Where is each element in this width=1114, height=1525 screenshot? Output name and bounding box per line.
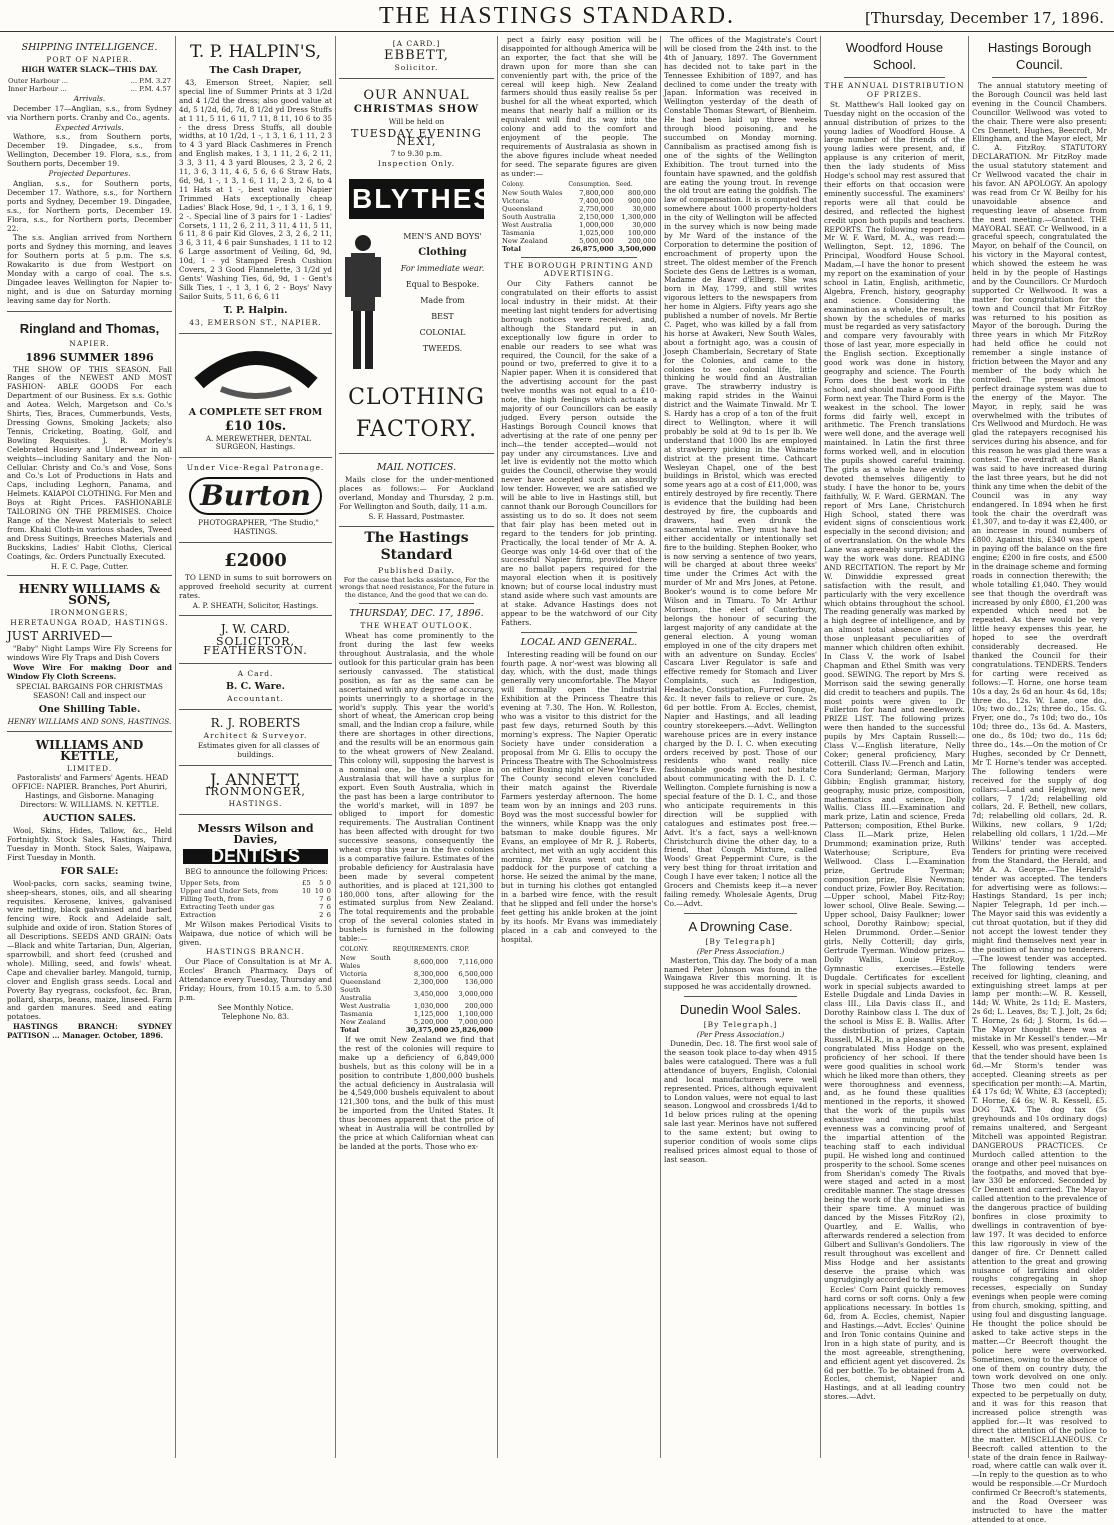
table-row	[501, 197, 657, 205]
immediate-wear: For immediate wear.	[400, 264, 485, 274]
dentist-name: A. MEREWETHER, DENTAL SURGEON, Hastings.	[205, 433, 312, 452]
table-cell: 136,000	[464, 978, 493, 986]
table-row	[339, 986, 494, 1002]
table-cell: 800,000	[627, 188, 656, 197]
dentists-banner: DENTISTS	[183, 849, 328, 864]
arrivals-heading: Arrivals.	[73, 93, 106, 103]
table-cell: 2,300,000	[413, 978, 449, 986]
table-row	[501, 229, 657, 237]
teeth-banner-graphic	[179, 343, 332, 403]
drowning-body: Masterton, This day. The body of a man named Peter Johnson was found in the Waingawa River this morning. It is supposed he was accidentally drowned.	[664, 955, 817, 992]
ringland-ad	[7, 314, 172, 577]
hw-signature: HENRY WILLIAMS AND SONS, HASTINGS.	[7, 716, 172, 726]
table-cell: 1,030,000	[413, 1002, 449, 1010]
table-cell: 2,750,000	[579, 204, 614, 213]
loan-amount: £2000	[224, 550, 287, 572]
annual-label: OUR ANNUAL	[363, 87, 470, 103]
table-cell: 8,600,000	[413, 958, 449, 966]
wheat-body: Wheat has come prominently to the front during the last few weeks throughout Australasia, and the whole outlook for this particular grain has been seriously canvassed. The statistical position, as far as the same can be ascertained with any degree of accuracy, points unerringly to a shortage in the world's supply. This year the world's short of wheat, the American crop being small, and the Indian crop a failure, while there are shortages in other directions, and the results will be an enormous gain to the wheat growers of New Zealand. This colony will, supposing the harvest is a nominal one, be the only place in Australasia that will have a surplus for export. Even South Australia, which in the past has been a large contributor to the world's market, will in 1897 be obliged to import for domestic requirements. The Australian Continent has been affected with drought for two successive seasons, consequently the wheat crop this year in the five colonies is a comparative failure. Estimates of the probable deficiency for Australasia have been made by several competent authorities, and is placed at 121,300 to 180,000 tons, after allowing for the estimated surplus from New Zealand. The total requirements and the probable crop of the several colonies stated in bushels is furnished in the following table:—	[339, 631, 495, 944]
table-cell: 200,000	[464, 1002, 493, 1010]
expected-heading: Expected Arrivals.	[55, 122, 124, 132]
local-heading: LOCAL AND GENERAL.	[520, 636, 638, 648]
table-cell: Upper Sets, from	[180, 878, 240, 887]
summer-banner: 1896 SUMMER 1896	[25, 350, 154, 364]
wheat-body-2: If we omit New Zealand we find that the rest of the colonies will require to make up a deficiency of 6,849,000 bushels, but as this colony will be in a position to contribute 1,800,000 bushels the actual deficiency in Australasia will be 4,549,000 bushels equivalent to about 121,300 tons, and the bulk of this must be imported from the United States. It thus becomes apparent that the price of wheat in Australia will be controlled by the price at which Californian wheat can be landed at the ports. Those who ex-	[339, 1035, 494, 1151]
table-row	[501, 213, 657, 221]
ringland-heading: Ringland and Thomas,	[19, 320, 160, 336]
halpin-sign: T. P. Halpin.	[223, 304, 288, 316]
wilson-phone: Telephone No. 83.	[221, 1011, 290, 1021]
table-cell: 26,875,000	[571, 244, 614, 253]
forsale-heading: FOR SALE:	[60, 865, 119, 877]
woodford-body: St. Matthew's Hall looked gay on Tuesday night on the occasion of the annual distribution of prizes to the young ladies of Woodford House. A large number of the friends of the young ladies were present, and, if applause is any criterion of merit, then the lady students of Miss Hodge's school may rest assured that their efforts on that occasion were eminently successful. The examiners' reports were all that could be desired, and reflected the highest credit upon both pupils and teachers. REPORTS. The following report from Mr W. F. Ward, M. A., was read:— Wellington, Sept. 12, 1896. The Principal, Woodford House School. Madam,—I have the honor to present my report on the examination of your school in Latin, English, arithmetic, Algebra, French, history, geography and science. Considering the examination as a whole, the result, as shown by the schedules of marks must be regarded as very satisfactory and compare very favourably with those of last year, more especially in the English section. Exceptionally good work was done in history, geography and science. The Fourth Form does the best work in the school, and should make a good Fifth Form next year. The Third Form is the weakest in the school. The lower forms did fairly well, except in arithmetic. The French translations were well done, and the average well maintained. In Latin the first three forms worked well, and in elocution the pupils showed careful training. The girls as a whole have evidently devoted themselves diligently to study. I have the honor to be, yours faithfully, W. F. Ward. GERMAN. The report of Mrs Lane, Christchurch High School, stated there was evident signs of conscientious work especially in the second division; and of overtranslation. On the whole Mrs Lane was agreeably surprised at the way the work was done. READING AND RECITATION. The report by Mr W. Dinwiddie expressed great satisfaction with the result, and particularly with the very excellence which obtains throughout the school. The reading generally was marked by a high degree of intelligence, and by an almost total absence of any of those unpleasant peculiarities of manner which children often exhibit. In Class V. the work of Isabel Chapman and Ethel Smith was very good. SEWING. The report by Mrs S. Morrison said the sewing generally did credit to teachers and pupils. The most points were given to Dr Fullerton for hand and needlework. PRIZE LIST. The following prizes were then handed to the successful pupils by Mrs Captain Russell:— Class V.—English literature, Nelly Coker; general proficiency, Mary Cotterill. Class IV.—French and Latin, Cora Sunderland; German, Marjory Gibbin; English grammar, history, geography, music prize, composition, mathematics and science, Dolly Wallis. Class III.—Examination and mark prize, Latin and science, Freda Patterson; composition, Ethel Burke. Class II.—Mark prize, Helen Drummond; examination prize, Ruth Waterhouse; Scripture, Eva Wellwood. Class I.—Examination prize, Gertrude Tyerman; composition prize, Elsie Newman; conduct prize, Fowler Boy. Recitation.—Upper school, Mabel Fitz-Roy; lower school, Olive Beale. Sewing.—Upper school, Daisy Faulkner; lower school, Dorothy Rainbow; special, Helen Drummond. Order.—Senior girls, Nelly Cotterill; day girls, Gertrude Tyerman. Window prizes.—Dolly Wallis, Louie FitzRoy. Gymnastic exercises.—Estelle Dugdale. Certificates for excellent work in special subjects awarded to Estelle Dugdale and Linda Davies in class III., Lila Davis class II., and Dorothy Rainbow class I. The dux of the school is Miss E. B. Wallis. After the distribution of prizes, Captain Russell, M.H.R., in a pleasant speech, congratulated Miss Hodge on the proficiency of her school. If there were good qualities in school work which he liked more than others, they were thoroughness and evenness, and, as he found these qualities mentioned in the reports, it showed that the work of the pupils was exhaustive and minute, whilst evenness was a convincing proof of the impartial attention of the teaching staff to each individual pupil. He wished long and continued prosperity to the school. Some scenes from Sheridan's comedy The Rivals were staged and acted in a most creditable manner. The stage dresses being the work of the young ladies in their spare time. A minuet was danced by the Misses FitzRoy (2), Quartley, and E. Wallis, who afterwards rendered a selection from Gilbert and Sullivan's Gondoliers. The result throughout was excellent and Miss Hodge and her assistants deserve the praise which was ungrudgingly accorded to them.	[824, 99, 965, 1285]
shipping-notes: The s.s. Anglian arrived from Northern ports and Sydney this morning, and leaves for Southern ports at 5 p.m. The s.s. Rowakarito is due from Westport on Monday with a cargo of coal. The s.s. Dingadee leaves Wellington for Napier to-night, and is due on Saturday morning leaving same day for North.	[7, 233, 172, 305]
tide-row	[7, 77, 172, 85]
table-cell	[299, 903, 312, 911]
loan-body: TO LEND in sums to suit borrowers on approved freehold security at current rates.	[179, 573, 332, 600]
inspection: Inspection Only.	[377, 159, 456, 169]
wilson-ad	[179, 817, 332, 1026]
table-cell: Upper and Under Sets, from	[180, 886, 279, 895]
table-row	[339, 1010, 494, 1018]
issue-date: [Thursday, December 17, 1896.	[865, 9, 1104, 27]
drowning-pa: (Per Press Association.)	[696, 946, 785, 956]
columns	[4, 35, 1110, 1524]
ringland-body: THE SHOW OF THIS SEASON. Fall Ranges of the NEWEST AND MOST FASHION- ABLE GOODS For each Department of our Business. Ex s.s. Gothic and Aotea. Welch, Margetson and Co.'s Shirts, Ties, Braces, Cummerbunds, Vests, Dressing Gowns, Smoking Jackets; also Tennis, Cricketing, Boating, Golf, and Bowling Requisites. J. R. Morley's Celebrated Hosiery and Underwear in all weights—including Sanitary and the Non-Cellular. Christy and Co.'s and Vose, Sons and Co.'s Lot of Productions in Hats and Caps, including Leghorn, Panama, and Helmets. KAIAPOI CLOTHING. For Men and Boys at Right Prices. FASHIONABLE TAILORING ON THE PREMISES. Choice Range of the Newest Materials to select from. Khaki Cloth-in various shades, Tweed and Dress Suitings, Breeches Materials and Buckskins, Ladies' Habit Cloths, Clerical Coatings, &c. Orders Punctually Executed.	[7, 364, 172, 561]
halpin-address: 43, EMERSON ST., NAPIER.	[189, 317, 322, 327]
table-cell: Queensland	[502, 204, 543, 213]
table-cell: 7,800,000	[579, 188, 614, 197]
price-row	[179, 903, 332, 911]
wove-wire: Wove Wire For making Door and Window Fly Cloth Screens.	[7, 663, 172, 681]
table-cell: Tasmania	[340, 1010, 373, 1018]
column-7	[969, 36, 1110, 1524]
price-row	[179, 887, 332, 895]
table-cell: 8,300,000	[413, 970, 449, 978]
column-5	[661, 36, 821, 1458]
forsale-body: Wool-packs, corn sacks, seaming twine, sheep-shears, stones, oils, and all shearing requisites. Kerosene, knives, galvanised wire netting, black galvanised and barbed fencing wire. Rock and Adelaide salt, sulphide and oxide of iron. Station Stores of all Descriptions. SEEDS AND GRAIN: Oats—Black and white Tartarian, Dun, Algerian, sparrowbill, and short feed (crushed and whole). Milling, seed, and fowls' wheat. Cape and chevalier barley. Mangold, turnip, clover and English grass seeds. Local and Poverty Bay ryegrass, cocksfoot, &c. Bran, pollard, sharps, beans, maize, linseed. Farm and garden manures. Seed and eating potatoes.	[7, 878, 172, 1022]
shilling-table: One Shilling Table.	[38, 703, 141, 715]
card2: A Card.	[237, 668, 274, 678]
table-cell: New Zealand	[502, 236, 548, 245]
man-figure-icon	[339, 229, 387, 379]
table-header: Consumption.	[568, 180, 611, 188]
wilson-price-table	[179, 879, 332, 919]
editorial-date: THURSDAY, DEC. 17, 1896.	[349, 608, 484, 620]
paper-masthead: The Hastings Standard	[364, 529, 469, 563]
wk-branch: HASTINGS BRANCH: SYDNEY PATTISON ... Manager. October, 1896.	[7, 1022, 172, 1041]
table-cell: 6,500,000	[458, 970, 493, 978]
card-heading: J. W. CARD.	[220, 621, 291, 636]
annett-town: HASTINGS.	[228, 798, 283, 808]
table-cell: Queensland	[340, 978, 381, 986]
table-cell: 3,000,000	[458, 990, 493, 998]
price-row	[179, 879, 332, 887]
table-cell: Victoria	[502, 196, 530, 205]
table-cell: 30,375,000	[405, 1026, 449, 1034]
ware-ad	[179, 666, 332, 711]
henry-williams-ad	[7, 578, 172, 731]
auction-heading: AUCTION SALES.	[43, 813, 136, 825]
table-header: REQUIREMENTS.	[392, 946, 449, 953]
wilson-body: Mr Wilson makes Periodical Visits to Waipawa, due notice of which will be given.	[179, 919, 332, 947]
tide-table	[7, 77, 172, 93]
table-header: COLONY.	[340, 946, 369, 953]
table-cell: 2	[319, 910, 324, 919]
table-cell: 6	[326, 902, 331, 911]
table-header: Seed.	[615, 180, 633, 188]
column-2	[176, 36, 336, 1458]
annett-sub: IRONMONGER,	[205, 785, 306, 799]
table-row	[339, 970, 494, 978]
local-body: Interesting reading will be found on our fourth page. A nor'-west was blowing all day, which, with the dust, made things generally very uncomfortable. The Mayor will formally open the Industrial Exhibition at the Princess Theatre this evening at 7.30. The Hon. W. Rolleston, who was a visitor to this district for the past few days, returned South by this morning's express. The Napier Operatic Society have under consideration a proposal from Mr G. Ellis to occupy the Princess Theatre with The Schoolmistress on either Boxing night or New Year's Eve. The County second eleven concluded their match against the Riverdale Farmers yesterday afternoon. The home team won by an innings and 203 runs. Boyd was the most successful bowler for the winners, while Knapp was the only batsman to make double figures. Mr Evans, an employee of Mr R. J. Roberts, architect, met with an ugly accident this morning. Mr Evans went out to the paddock for the purpose of catching a horse. He seized the animal by the mane, but in turning his clothes got entangled in a barbed wire fence, with the result that he slipped and fell under the horse's feet getting his ankle broken at the joint by its hoofs. Mr Evans was immediately placed in a cab and conveyed to the hospital.	[501, 649, 657, 944]
equal-bespoke: Equal to Bespoke.	[405, 280, 480, 290]
council-body: The annual statutory meeting of the Borough Council was held last evening in the Council Chambers. Councillor Wellwood was voted to the chair. There were also present: Crs Dennett, Hughes, Beecroft, Mr Ellingham, and the Mayor elect, Mr C. A. FitzRoy. STATUTORY DECLARATION. Mr FitzRoy made the usual statutory statement and Cr Wellwood vacated the chair in his favor. AN APOLOGY. An apology was read from Cr W. Beilby for his unavoidable absence and requesting leave of absence from the next meeting.—Granted. THE MAYORAL SEAT. Cr Wellwood, in a graceful speech, congratulated the Mayor, on behalf of the Council, on his victory in the Mayoral contest, which showed the esteem he was held in by the people of Hastings and by the Councillors. Cr Murdoch supported Cr Wellwood. It was a matter for congratulation for the town and Council that Mr FitzRoy was returned to his position as Mayor of the borough. During the three years in which Mr FitzRoy had held office he could not remember a single instance of friction between the Mayor and any member of the body which he controlled. The present almost perfect drainage system was due to the energy of the Mayor. The Mayor, in reply, said he was overwhelmed with the tributes of Crs Wellwood and Murdoch. He was glad the ratepayers recognised his services during his absence, and for this reason he was glad there was a contest. The overdraft at the Bank was said to have increased during the last three years, but he did not think any time when the debit of the Council was in any way endangered. In 1894 when he first took the chair the overdraft was £1,307, and to-day it was £2,400, or an increase in round numbers of £800. Against this, £340 was spent in paying off the balance on the fire engine; £200 in fire costs, and £500 in the drainage scheme and forming roads in connection therewith; the whole totalling £1,040. They would see that though the overdraft was increased by only £800, £1,200 was expended which need not be repeated. As there would be very little heavy expenses this year, he hoped to see the overdraft considerably decreased. He thanked the Council for their congratulations. TENDERS. Tenders for carting were received as follows:—T. Horne, one horse team 10s a day, 2s 6d an hour. 4s 6d, 18s; three do., 12s. W. Lane, one do., 10s; two do., 12s; three do., 15s. G. Fryer, one do., 7s 10d; two do., 10s 10d; three do., 13s 6d. A. Masters, one do., 8s 10d; two do., 11s 6d; three do., 14s.—On the motion of Cr Hughes, seconded by Cr Dennett, Mr T. Horne's tender was accepted. The following tenders were received for the supply of dog collars:—Land and Heighway, new collars, 7 1/2d; relabelling old collars, 2d. F. Bethell, new collars, 7d; relabelling old collars, 2d. R. Wilkins, new collars, 9 1/2d; relabelling old collars, 1 1/2d.—Mr Wilkins' tender was accepted. Tenders for printing were received from the Standard, the Herald, and Mr A. A. George.—The Herald's tender was accepted. The tenders for advertising were as follows:—Hastings Standard, 1s per inch; Napier Telegraph, 1d per inch.—The Mayor said this was evidently a cut throat quotation, but if they did not accept the lowest tender they might find themselves next year in the position of having no tenderers.—The lowest tender was accepted. The following tenders were received for lighting, cleaning, and extinguishing street lamps at per lamp per month:—W. R. Kessell, 14d; W. White, 2s 11d; E. Masters, 2s 6d; L. Leaves, 8s; T. J. Jolt, 2s 6d; T. Horne, 2s 6d; J. Storm, 1s 6d.—The Mayor thought there was a mistake in Mr Kessell's tender.—Mr Kessell, who was present, explained that the tender should have been 1s 6d.—Mr Storm's tender was accepted. Cleaning streets as per specification per month:—A. Martin, £4 17s 6d; W. White, £3 (accepted); T. Horne, £4 6s; W. R. Kessell, £5. DOG TAX. The dog tax (5s greyhounds and 10s ordinary dogs) remains unaltered, and Sergeant Mitchell was appointed Registrar. DANGEROUS PRACTICES. Cr Murdoch called attention to the orange and other peel nuisances on the footpaths, and moved that bye-law 330 be enforced. Seconded by Cr Dennett and carried. The Mayor called attention to the prevalence of the dangerous practice of building bonfires in close proximity to dwellings in contravention of bye-law 197. It was decided to enforce this law rigorously in view of the danger of fire. Cr Dennett called attention to the great and growing nuisance of larrikins and older roughs congregating in shop recesses, especially on Sunday evenings when people were coming from church, smoking, spitting, and using foul and disgusting language. He thought the police should be asked to take active steps in the matter.—Cr Beecroft thought the police here were overworked. Sometimes, owing to the absence of one of them on country duty, the town work devolved on one only. Those two men could not be expected to be perpetually on duty, and it was for this reason that increased police strength was applied for.—It was resolved to direct the attention of the police to the matter. MISCELLANEOUS. Cr Beecroft called attention to the state of the drain fence in Railway-road, where cattle can walk over it.—In reply to the question as to who would be responsible.—Cr Murdoch confirmed Cr Beecroft's statements, and the Road Overseer was instructed to have the matter attended to at once.	[972, 81, 1107, 1524]
mail-body: Mails close for the under-mentioned places as follows:— For Auckland overland, Monday and Thursday, 2 p.m. For Wellington and South, daily, 11 a.m.	[339, 475, 494, 511]
card-label: [A CARD.]	[392, 39, 441, 48]
borough-body: Our City Fathers cannot be congratulated on their efforts to assist local industry in their midst. At their meeting last night tenders for advertising borough notices were received, and, although the Standard put in an exceptionally low figure in order to enable our readers to see what was required, the Council, for the sake of a pound or two, preferred to give it to a Napier paper. When it is considered that the advertising account for the past twelve months was not equal to a £10-note, the high feelings which actuate a majority of our Councillors can be easily judged. Every person outside the Hastings Borough Council knows that advertising at the rate of one penny per inch—the tender accepted—would not pay under any circumstances. Live and let live is evidently not the motto which guides the Council, otherwise they would never have accepted such an absurdly low tender. However, we are satisfied we will be able to live in Hastings still, but cannot thank our Borough Councillors for assisting us to do so. It does not seem that fair play has been meted out in regard to the tenders for job printing. Practically, the local tender of Mr A. A. George was only 14-6d over that of the successful Napier firm, provided there are no ballot papers required for the mayoral election when it is positively known; but of course local industry must stand aside where such vast amounts are at stake. Advance Hastings does not appear to be the watchword of our City Fathers.	[501, 279, 657, 627]
roberts-body: Estimates given for all classes of buildings.	[197, 741, 320, 760]
teeth-banner: A COMPLETE SET FROM	[188, 406, 323, 418]
tide-heading: HIGH WATER SLACK—THIS DAY.	[21, 64, 158, 74]
table-cell: Extraction	[180, 910, 217, 919]
drowning-telegraph: [By Telegraph]	[705, 936, 776, 946]
annett-ad	[179, 768, 332, 815]
table-cell: 6	[326, 894, 331, 903]
motto: For the cause that lacks assistance, For the wrongs that need resistance, For the future in the distance, And the good that we can do.	[339, 575, 494, 599]
wilson-branch: HASTINGS BRANCH.	[206, 947, 305, 957]
borough-heading: THE BOROUGH PRINTING AND ADVERTISING.	[504, 260, 654, 279]
hw-road: HERETAUNGA ROAD, HASTINGS.	[10, 618, 169, 628]
table-cell: West Australia	[340, 1002, 391, 1010]
price-row	[179, 911, 332, 919]
best-label: BEST	[431, 312, 454, 322]
halpin-heading: T. P. HALPIN'S,	[190, 42, 321, 62]
loan-ad	[179, 545, 332, 616]
woodford-heading: Woodford House School.	[845, 40, 944, 72]
ringland-signature: H. F. C. Page, Cutter.	[50, 561, 129, 571]
halpin-body: 43, Emerson Street, Napier, sell special line of Summer Prints at 3 1/2d and 4 1/2d the dress; also good value at 4d, 5 1/2d, 6d, 7d, 8 1/2d yd Dress Stuffs at 1 11, 5 11, 6 11, 7 11, 8 11, 10 6 to 35 - the dress Dress Stuffs, all double widths, at 10 1/2d, 1 -, 1 3, 1 6, 1 11, 2 3 to 4 3 yard Black Cashmeres in French and English makes, 1 3, 1 11, 2 6, 2 11, 3 3, 3 11, 4 3 yard Blouses, 2 3, 2 6, 2 11, 3 6, 3 11, 4 6, 5 6, 6 6 Straw Hats, 6d, 9d, 1 -, 1 3, 1 6, 1 11, 2 3, 2 6, to 4 11 Hats at 1 -, best value in Napier Trimmed Hats exceptionally cheap Ladies' Black Hose, 9d, 1 -, 1 3, 1 6, 1 9, 2 -. Special line of 3 pairs for 1 - Ladies' Corsets, 1 11, 2 6, 2 11, 3 11, 4 11, 5 11, 6 11, 8 6 pair Kid Gloves, 2 3, 2 6, 2 11, 3 6, 3 11, 4 6 pair Sunshades, 1 11 to 12 6 Large assortment of Veiling, 6d, 9d, 10d, 1 - yd Stamped Fresh Cushion Covers, 2 3 Good Flannelette, 3 1/2d yd Gents' Washing Ties, 6d, 9d, 1 - Gent's Silk Ties, 1 -, 1 3, 1 6, 2 - Boys' Navy Sailor Suits, 5 11, 6 6, 6 11	[179, 78, 332, 301]
table-cell: 7	[319, 902, 324, 911]
hw-heading: HENRY WILLIAMS & SONS,	[18, 582, 161, 608]
mail-signature: S. F. Hassard, Postmaster.	[368, 511, 465, 521]
table-row	[339, 1002, 494, 1010]
table-cell: Total	[502, 244, 521, 253]
table-cell: 2,150,000	[579, 212, 614, 221]
wk-heading: WILLIAMS AND KETTLE,	[35, 737, 144, 763]
table-total-row	[501, 245, 657, 253]
card-body: SOLICITOR, FEATHERSTON.	[203, 634, 308, 657]
wilson-heading: Messrs Wilson and Davies,	[197, 821, 314, 846]
burton-body: PHOTOGRAPHER, "The Studio," HASTINGS.	[198, 518, 319, 537]
blythes-logo: BLYTHES	[349, 179, 484, 219]
table-cell: 30,000	[632, 220, 656, 229]
auction-body: Wool, Skins, Hides, Tallow, &c., Held Fortnightly. Stock Sales, Hastings, Third Tuesday in Month. Stock Sales, Waipawa, First Tuesday in Month.	[7, 826, 172, 862]
table-cell: Victoria	[340, 970, 368, 978]
column-1	[4, 36, 176, 1458]
table-cell: 6	[326, 910, 331, 919]
table-cell: West Australia	[502, 220, 553, 229]
table-cell: 1,025,000	[579, 228, 614, 237]
table-cell: 7,400,000	[579, 196, 614, 205]
table-cell: 10	[314, 886, 324, 895]
table-row	[339, 954, 494, 970]
clothing-label: Clothing	[418, 247, 467, 259]
made-from: Made from	[420, 296, 465, 306]
editorial	[339, 530, 494, 1152]
table-cell: New South Wales	[340, 954, 391, 970]
table-row	[501, 221, 657, 229]
table-cell: Total	[340, 1026, 359, 1034]
price-row	[179, 895, 332, 903]
table-cell: 1,125,000	[413, 1010, 449, 1018]
seed-table	[501, 181, 657, 253]
wheat-continued: pect a fairly easy position will be disappointed for although America will be an exporter, the fact that she will be drawn upon for more than she can conveniently part with, the price of the cereal will keep high. New Zealand farmers should thus easily realise 5s per bushel for all the wheat exported, which means that nearly half a million or its equivalent will find its way into the colony and add to the comfort and enjoyment of the people. The requirements of Australasia as shown in the above figures include wheat needed for seed. The separate figures are given as under:—	[501, 35, 657, 178]
newspaper-title: THE HASTINGS STANDARD.	[378, 3, 736, 29]
wheat-table	[339, 946, 494, 1034]
show-time: 7 to 9.30 p.m.	[390, 149, 443, 159]
show-date: TUESDAY EVENING NEXT,	[351, 126, 482, 149]
wool-telegraph: [By Telegraph.]	[703, 1020, 778, 1030]
ebbett-ad	[339, 36, 494, 79]
loan-signature: A. P. SHEATH, Solicitor, Hastings.	[192, 600, 319, 610]
wool-heading: Dunedin Wool Sales.	[679, 1002, 802, 1018]
table-cell: Inner Harbour ...	[8, 84, 67, 93]
table-cell: Extracting Teeth under gas	[180, 902, 275, 911]
table-cell	[299, 895, 312, 903]
ware-sub: Accountant.	[227, 694, 284, 704]
table-row	[501, 237, 657, 245]
masthead	[0, 0, 1114, 32]
table-row	[501, 189, 657, 197]
table-cell: 3,500,000	[618, 244, 656, 253]
held-label: Will be held on	[388, 116, 445, 126]
clothing-line: CLOTHING	[348, 385, 485, 411]
table-cell: Tasmania	[502, 228, 535, 237]
column-6	[821, 36, 969, 1458]
wheat-heading: THE WHEAT OUTLOOK.	[360, 621, 473, 631]
table-cell: £5	[302, 878, 311, 887]
blythe-ad	[339, 81, 494, 454]
wilson-notice: See Monthly Notice.	[217, 1002, 294, 1012]
roberts-sub: Architect & Surveyor.	[203, 731, 308, 741]
christmas-show: CHRISTMAS SHOW	[353, 103, 480, 115]
mail-notices	[339, 456, 494, 527]
bargains: SPECIAL BARGAINS FOR CHRISTMAS SEASON! Call and inspect our	[16, 681, 163, 700]
table-cell: 900,000	[627, 196, 656, 205]
woodford-sub: THE ANNUAL DISTRIBUTION OF PRIZES.	[824, 81, 965, 99]
table-row	[501, 205, 657, 213]
table-cell: 1,000,000	[579, 220, 614, 229]
table-cell: 0	[326, 886, 331, 895]
wk-limited: LIMITED.	[66, 763, 113, 773]
table-cell: 100,000	[627, 228, 656, 237]
burton-ad	[179, 460, 332, 543]
halpin-sub: The Cash Draper,	[209, 65, 302, 76]
mail-heading: MAIL NOTICES.	[376, 462, 457, 474]
port-heading: PORT OF NAPIER.	[46, 55, 133, 64]
table-cell: 200,000	[627, 236, 656, 245]
table-row	[339, 1018, 494, 1026]
wilson-branch-body: Our Place of Consultation is at Mr A. Eccles' Branch Pharmacy. Days of Attendance every Tuesday, Thursday and Friday; Hours, from 10.15 a.m. to 5.30 p.m.	[179, 957, 332, 1002]
teeth-price: £10 10s.	[224, 418, 287, 434]
factory-line: FACTORY.	[355, 417, 478, 443]
ebbett-sub: Solicitor.	[394, 62, 439, 72]
table-header: CROP.	[450, 946, 470, 953]
roberts-heading: R. J. ROBERTS	[210, 716, 301, 731]
local-continued: The offices of the Magistrate's Court will be closed from the 24th inst. to the 4th of January, 1897. The Government has decided not to take part in the Tennessee Exhibition of 1897, and has declined to come under the treaty with Japan. Information was received in Wellington yesterday of the death of Constable Thomas Stewart, of Blenheim. He had been laid up three weeks through blood poisoning, and he succumbed on Monday morning. Cannibalism as practised among fish is one of the sights of the Wellington Exhibition. The trout turned into the fountain have spawned, and the goldfish are eating the young trout. In revenge the old trout are eating the goldfish. The law of compensation. It is computed that somewhere about 1000 property-holders in the city of Wellington will be affected in the survey which is now being made by Mr Ward of the instance of the Corporation to determine the position of encroachment of property upon the street. The oldest member of the French Societe des Gens de Lettres is a woman, Madame de Bawr d'Elberg. She was born in May, 1799, and still writes vigorous letters to the newspapers from her home in Algiers. Fifty years ago she published a number of novels. Mr Bertie C. Paget, who was killed by a fall from his horse at Awakeri, New South Wales, about a fortnight ago, was a cousin of Joseph Chamberlain, Secretary of State for the Colonies, and came to the colonies to see colonial life, little thinking he would find an Australian grave. The strawberry industry is making rapid strides in the Wainui district and the Waimate Tinwald. Mr T. S. Hardy has a crop of a ton of the fruit direct to Wellington, where it will probably be sold at 9d to 1s per lb. We understand that 1000 lbs are employed at strawberry picking in the Waimate district at the present time. Cathcart Wesleyan Chapel, one of the best buildings in Bristol, which was erected some years ago at a cost of £11,000, was entirely destroyed by fire recently. There is evidence that the building had been destroyed by fire, the cupboards and drawers, had even drunk the sacramental wine. They must have had either accidentally or intentionally set fire to the building. Stephen Booker, who is now serving a sentence of two years, will be charged at about three weeks' time under the Crimes Act with the murder of Mr and Mrs Jones, at Petone. Booker's wound is to come before Mr Wilson and in Timaru. To Mr Arthur Morrison, the elect of Canterbury, belongs the honour of securing the largest majority of any candidate at the general election. A young woman employed in one of the city drapers met with an adventure on Sunday. Eccles' Cascara Liver Regulator is safe and effective remedy for Stomach and Liver Complaints, such as Indigestion, Headache, Constipation, Furred Tongue, &c. It never fails to relieve or cure. 2s 6d per bottle. From A. Eccles, chemist, Napier and Hastings, and all leading country storekeepers.—Advt. Wellington warehouse prices are in every instance charged by the D. I. C. when executing orders received by post. Those of our residents who want really nice fashionable goods need not hesitate about communicating with the D. I. C. Wellington. Complete furnishing is now a special feature of the D. I. C., and those who anticipate requirements in this direction will be supplied with catalogues and estimates post free.—Advt. It's a fact, says a well-known Christchurch divine the other day, to a friend, that Cough Mixture, called Woods' Great Peppermint Cure, is the very best thing for throat irritation and Cough I have ever taken; I notice all the Grocers and Chemists keep it—a never failing remedy. Wholesale Agents, Drug Co.—Advt.	[664, 35, 817, 908]
shipping-section	[7, 36, 172, 312]
table-cell: 25,826,000	[450, 1026, 493, 1034]
colonial-label: COLONIAL	[419, 328, 466, 338]
ware-heading: B. C. Ware.	[225, 681, 285, 693]
vice-regal: Under Vice-Regal Patronage.	[186, 463, 325, 473]
mens-boys: MEN'S AND BOYS'	[403, 232, 482, 242]
table-cell: 7	[319, 894, 324, 903]
table-row	[339, 978, 494, 986]
ringland-town: NAPIER.	[69, 338, 110, 348]
table-cell: ... P.M. 4.57	[130, 84, 171, 93]
burton-logo: Burton	[189, 477, 322, 515]
woodford-advt: Eccles' Corn Paint quickly removes hard corns or soft corns. Only a few applications necessary. In bottles 1s 6d, from A. Eccles, chemist, Napier and Hastings.—Advt. Eccles' Quinine and Iron Tonic contains Quinine and Iron in a high state of purity, and is the most agreeable, strengthening, and efficient agent yet discovered. 2s 6d per bottle. To be obtained from A. Eccles, chemist, Napier and Hastings, and at all leading country stores.—Advt.	[824, 1285, 965, 1402]
published-daily: Published Daily.	[378, 565, 455, 575]
expected-text: Wathore, s.s., from Southern ports, December 19. Dingadee, s.s., from Wellington, December 19. Flora, s.s., from Southern ports, December 19.	[7, 132, 172, 169]
table-total-row	[339, 1026, 494, 1034]
ebbett-heading: EBBETT,	[384, 47, 449, 63]
arrived-heading: JUST ARRIVED—	[7, 629, 113, 644]
roberts-ad	[179, 712, 332, 766]
council-heading: Hastings Borough Council.	[987, 40, 1092, 72]
annett-heading: J. ANNETT,	[210, 770, 301, 790]
wilson-intro: BEG to announce the following Prices:	[185, 866, 328, 876]
tide-row	[7, 85, 172, 93]
table-cell: 7,116,000	[458, 958, 493, 966]
table-cell: 1,300,000	[621, 212, 656, 221]
shipping-heading: SHIPPING INTELLIGENCE.	[21, 42, 158, 53]
wk-body: Pastoralists' and Farmers' Agents. HEAD OFFICE: NAPIER. Branches, Port Ahuriri, Hastings, and Gisborne. Managing Directors: W. WILLIAMS. N. KETTLE.	[11, 773, 169, 810]
table-cell: 5	[319, 878, 324, 887]
williams-kettle-ad	[7, 734, 172, 1046]
teeth-icon	[191, 343, 321, 403]
table-cell: 0	[326, 878, 331, 887]
card-ad	[179, 618, 332, 664]
table-header: Colony.	[502, 180, 525, 188]
table-cell: 1,100,000	[458, 1010, 493, 1018]
column-3	[336, 36, 498, 1458]
departures-text: Anglian, s.s., for Southern ports, December 17. Wathore, s.s., for Northern ports and Sydney, December 19. Dingadee, s.s., for Northern ports, December 19. Flora, s.s., for Northern ports, December 22.	[7, 178, 172, 233]
table-cell: South Australia	[340, 986, 372, 1002]
table-cell: South Australia	[502, 212, 556, 221]
table-cell: 3,450,000	[413, 990, 449, 998]
wool-body: Dunedin, Dec. 18. The first wool sale of the season took place to-day when 4915 bales were catalogued. There was a full attendance of buyers, English, Colonial and local manufacturers were well represented. Prices, although equivalent to London values, were not equal to last season. Longwool and crossbreds 1/4d to 1d below prices ruling at the opening sale last year. Merinos have not suffered to the same extent; but owing to superior condition of wools some clips realised prices almost equal to those of last season.	[664, 1039, 817, 1164]
table-cell: ... P.M. 3.27	[130, 76, 171, 85]
departures-heading: Projected Departures.	[48, 169, 131, 179]
drowning-heading: A Drowning Case.	[688, 918, 793, 934]
arrivals-text: December 17—Anglian, s.s., from Sydney via Northern ports. Cranby and Co., agents.	[7, 103, 172, 122]
table-cell: 30,000	[632, 204, 656, 213]
table-cell: Filling Teeth, from	[180, 894, 245, 903]
table-cell: New South Wales	[502, 188, 563, 197]
table-cell: 5,000,000	[579, 236, 614, 245]
table-cell: Outer Harbour ...	[8, 76, 69, 85]
table-cell: New Zealand	[340, 1018, 386, 1026]
tweeds-label: TWEEDS.	[422, 344, 463, 354]
hw-trade: IRONMONGERS,	[50, 608, 129, 618]
column-4	[498, 36, 661, 1458]
table-cell: 10	[302, 886, 311, 895]
arrived-body: "Baby" Night Lamps Wire Fly Screens for windows Wire Fly Traps and Dish Covers	[7, 644, 172, 663]
wool-pa: (Per Press Association.)	[696, 1030, 785, 1040]
table-cell: 7,000,000	[458, 1018, 493, 1026]
table-cell: 5,200,000	[413, 1018, 449, 1026]
halpin-ad	[179, 36, 332, 334]
table-cell	[299, 911, 312, 919]
dentist-ad	[179, 336, 332, 459]
